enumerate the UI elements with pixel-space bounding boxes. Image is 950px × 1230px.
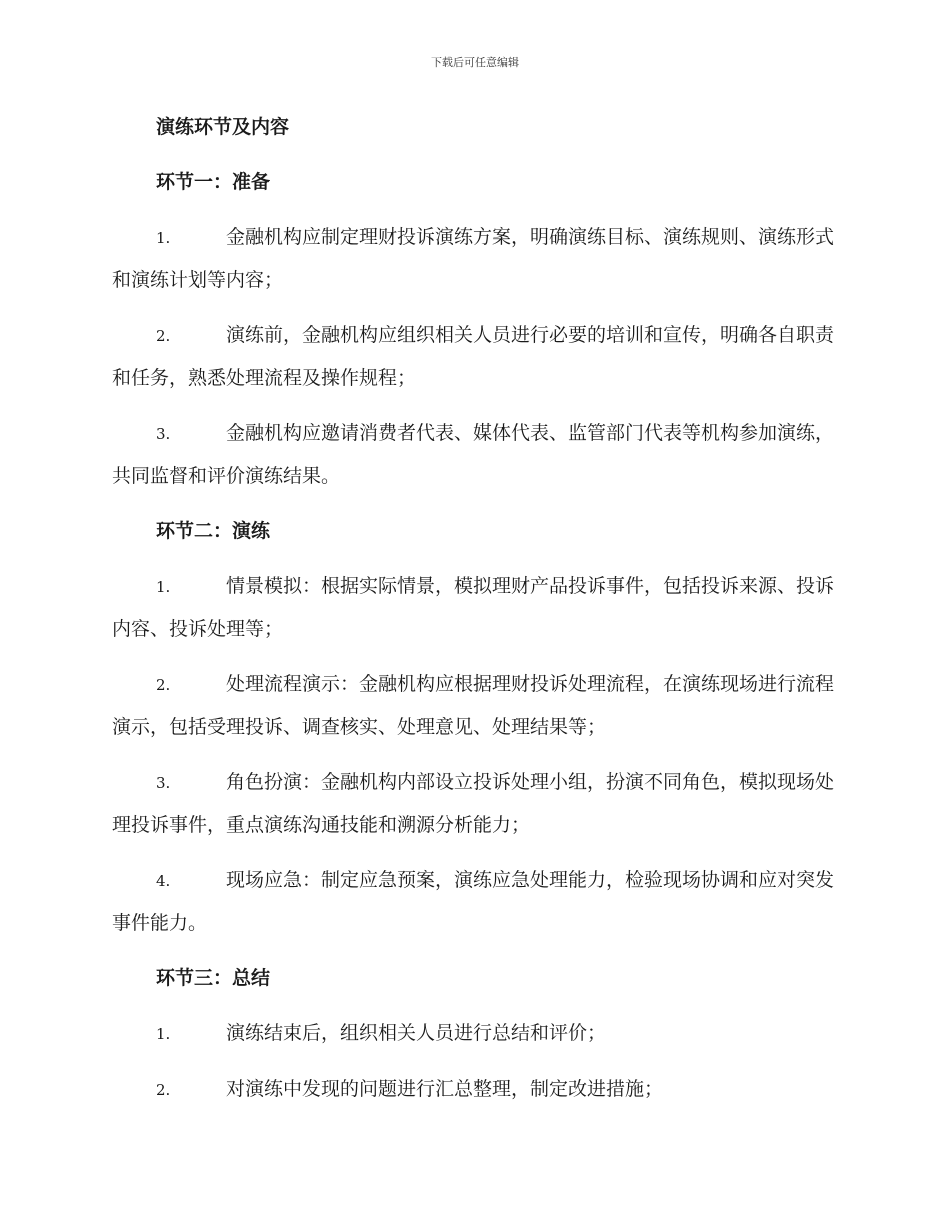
item-number: 1. [156,578,171,596]
item-text: 对演练中发现的问题进行汇总整理，制定改进措施； [226,1078,664,1100]
item-text: 演练结束后，组织相关人员进行总结和评价； [226,1022,607,1044]
item-number: 2. [156,1081,171,1099]
list-item [112,1012,838,1055]
item-number: 1. [156,229,171,247]
item-text: 角色扮演：金融机构内部设立投诉处理小组，扮演不同角色，模拟现场处理投诉事件，重点演练沟通技能和溯源分析能力； [112,771,835,836]
page-header: 下载后可任意编辑 [431,56,519,69]
item-number: 3. [156,425,171,443]
list-item [112,1068,838,1111]
item-number: 4. [156,872,171,890]
item-text: 现场应急：制定应急预案，演练应急处理能力，检验现场协调和应对突发事件能力。 [112,869,835,934]
item-number: 2. [156,676,171,694]
section-heading-2: 环节二：演练 [156,520,271,542]
item-text: 演练前，金融机构应组织相关人员进行必要的培训和宣传，明确各自职责和任务，熟悉处理流程及操作规程； [112,324,835,389]
document-title: 演练环节及内容 [156,116,290,138]
list-item [112,216,838,301]
list-item [112,412,838,497]
item-number: 3. [156,774,171,792]
item-text: 金融机构应制定理财投诉演练方案，明确演练目标、演练规则、演练形式和演练计划等内容； [112,226,835,291]
section-heading-1: 环节一：准备 [156,171,271,193]
item-text: 金融机构应邀请消费者代表、媒体代表、监管部门代表等机构参加演练，共同监督和评价演练结果。 [112,422,835,487]
list-item [112,761,838,846]
item-text: 情景模拟：根据实际情景，模拟理财产品投诉事件，包括投诉来源、投诉内容、投诉处理等； [112,575,835,640]
item-number: 1. [156,1025,171,1043]
document-body [112,106,838,1124]
list-item [112,663,838,748]
section-heading-3: 环节三：总结 [156,967,271,989]
list-item [112,859,838,944]
list-item [112,314,838,399]
item-text: 处理流程演示：金融机构应根据理财投诉处理流程，在演练现场进行流程演示，包括受理投诉、调查核实、处理意见、处理结果等； [112,673,835,738]
list-item [112,565,838,650]
item-number: 2. [156,327,171,345]
